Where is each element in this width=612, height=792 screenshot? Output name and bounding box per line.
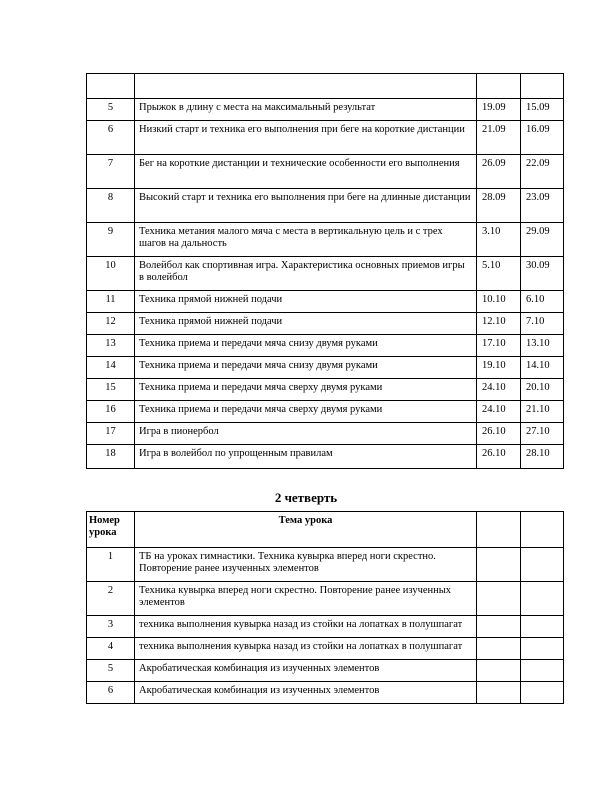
lesson-date-planned: 24.10 — [477, 379, 521, 401]
lesson-date-actual — [521, 682, 564, 704]
lesson-date-actual: 29.09 — [521, 223, 564, 257]
lesson-number: 6 — [87, 682, 135, 704]
table-row — [87, 291, 564, 313]
table-header-row — [87, 512, 564, 548]
lesson-topic: Акробатическая комбинация из изученных элементов — [135, 660, 477, 682]
lesson-date-planned — [477, 582, 521, 616]
lesson-date-planned: 26.09 — [477, 155, 521, 189]
table-row — [87, 445, 564, 469]
lesson-topic: техника выполнения кувырка назад из стойки на лопатках в полушпагат — [135, 616, 477, 638]
table-row — [87, 189, 564, 223]
lesson-date-actual: 13.10 — [521, 335, 564, 357]
lesson-topic: Техника метания малого мяча с места в вертикальную цель и с трех шагов на дальность — [135, 223, 477, 257]
lesson-topic: Техника приема и передачи мяча сверху двумя руками — [135, 379, 477, 401]
table-row — [87, 423, 564, 445]
lesson-date-planned: 3.10 — [477, 223, 521, 257]
table-row — [87, 335, 564, 357]
quarter-title: 2 четверть — [274, 490, 338, 505]
lesson-number: 1 — [87, 548, 135, 582]
lesson-date-actual: 22.09 — [521, 155, 564, 189]
column-header-number: Номер урока — [87, 512, 135, 548]
lesson-number: 13 — [87, 335, 135, 357]
lesson-date-planned: 26.10 — [477, 423, 521, 445]
lesson-topic: Игра в пионербол — [135, 423, 477, 445]
column-header-date1 — [477, 512, 521, 548]
lesson-number: 4 — [87, 638, 135, 660]
table-row — [87, 379, 564, 401]
lesson-date-actual: 27.10 — [521, 423, 564, 445]
lesson-number: 18 — [87, 445, 135, 469]
lesson-date-actual: 6.10 — [521, 291, 564, 313]
lesson-date-planned: 5.10 — [477, 257, 521, 291]
lesson-number: 10 — [87, 257, 135, 291]
lesson-topic: ТБ на уроках гимнастики. Техника кувырка вперед ноги скрестно. Повторение ранее изученных элементов — [135, 548, 477, 582]
header-cell — [135, 74, 477, 99]
lesson-topic: Бег на короткие дистанции и технические особенности его выполнения — [135, 155, 477, 189]
lesson-topic: Техника кувырка вперед ноги скрестно. Повторение ранее изученных элементов — [135, 582, 477, 616]
lessons-table-q1-body — [87, 74, 564, 469]
lesson-date-actual: 23.09 — [521, 189, 564, 223]
lesson-number: 8 — [87, 189, 135, 223]
column-header-date2 — [521, 512, 564, 548]
lesson-date-planned: 21.09 — [477, 121, 521, 155]
lesson-topic: Техника прямой нижней подачи — [135, 313, 477, 335]
table-header-row-empty — [87, 74, 564, 99]
table-row — [87, 313, 564, 335]
table-row — [87, 155, 564, 189]
header-cell — [521, 74, 564, 99]
lesson-date-actual: 28.10 — [521, 445, 564, 469]
lesson-date-actual — [521, 548, 564, 582]
table-row — [87, 616, 564, 638]
lesson-date-planned: 17.10 — [477, 335, 521, 357]
lesson-topic: Техника прямой нижней подачи — [135, 291, 477, 313]
lesson-date-actual — [521, 638, 564, 660]
lesson-date-actual — [521, 660, 564, 682]
table-row — [87, 223, 564, 257]
table-row — [87, 660, 564, 682]
table-row — [87, 257, 564, 291]
lesson-date-actual: 15.09 — [521, 99, 564, 121]
lesson-topic: Высокий старт и техника его выполнения при беге на длинные дистанции — [135, 189, 477, 223]
lesson-topic: техника выполнения кувырка назад из стойки на лопатках в полушпагат — [135, 638, 477, 660]
lesson-date-planned — [477, 638, 521, 660]
table-row — [87, 548, 564, 582]
table-row — [87, 99, 564, 121]
lesson-topic: Акробатическая комбинация из изученных элементов — [135, 682, 477, 704]
lesson-number: 5 — [87, 99, 135, 121]
header-cell — [477, 74, 521, 99]
lesson-date-actual: 14.10 — [521, 357, 564, 379]
lesson-date-planned: 28.09 — [477, 189, 521, 223]
lesson-date-planned — [477, 682, 521, 704]
lesson-date-planned — [477, 548, 521, 582]
lesson-number: 2 — [87, 582, 135, 616]
lesson-date-actual: 16.09 — [521, 121, 564, 155]
lesson-date-planned: 12.10 — [477, 313, 521, 335]
table-row — [87, 121, 564, 155]
table-row — [87, 582, 564, 616]
lesson-date-actual — [521, 582, 564, 616]
lesson-number: 11 — [87, 291, 135, 313]
table-row — [87, 682, 564, 704]
lesson-date-actual: 7.10 — [521, 313, 564, 335]
lessons-table-q1 — [86, 73, 564, 469]
lesson-topic: Игра в волейбол по упрощенным правилам — [135, 445, 477, 469]
lesson-date-planned: 24.10 — [477, 401, 521, 423]
lesson-topic: Низкий старт и техника его выполнения при беге на короткие дистанции — [135, 121, 477, 155]
lesson-topic: Техника приема и передачи мяча снизу двумя руками — [135, 357, 477, 379]
lesson-date-actual: 20.10 — [521, 379, 564, 401]
lesson-date-planned: 10.10 — [477, 291, 521, 313]
lesson-topic: Техника приема и передачи мяча сверху двумя руками — [135, 401, 477, 423]
lesson-number: 16 — [87, 401, 135, 423]
lesson-number: 14 — [87, 357, 135, 379]
lesson-date-planned: 19.10 — [477, 357, 521, 379]
lesson-number: 9 — [87, 223, 135, 257]
lesson-number: 15 — [87, 379, 135, 401]
lesson-date-actual: 21.10 — [521, 401, 564, 423]
lesson-number: 7 — [87, 155, 135, 189]
lesson-number: 6 — [87, 121, 135, 155]
lesson-date-actual — [521, 616, 564, 638]
lesson-date-planned — [477, 660, 521, 682]
lesson-number: 3 — [87, 616, 135, 638]
lesson-number: 17 — [87, 423, 135, 445]
table-row — [87, 401, 564, 423]
lessons-table-q2 — [86, 511, 564, 704]
table-row — [87, 638, 564, 660]
lesson-topic: Техника приема и передачи мяча снизу двумя руками — [135, 335, 477, 357]
lessons-table-q2-body — [87, 512, 564, 704]
lesson-date-planned: 26.10 — [477, 445, 521, 469]
lesson-date-planned — [477, 616, 521, 638]
lesson-number: 5 — [87, 660, 135, 682]
lesson-topic: Прыжок в длину с места на максимальный результат — [135, 99, 477, 121]
lesson-date-actual: 30.09 — [521, 257, 564, 291]
lesson-topic: Волейбол как спортивная игра. Характеристика основных приемов игры в волейбол — [135, 257, 477, 291]
table-row — [87, 357, 564, 379]
lesson-number: 12 — [87, 313, 135, 335]
column-header-topic: Тема урока — [135, 512, 477, 548]
lesson-date-planned: 19.09 — [477, 99, 521, 121]
header-cell — [87, 74, 135, 99]
